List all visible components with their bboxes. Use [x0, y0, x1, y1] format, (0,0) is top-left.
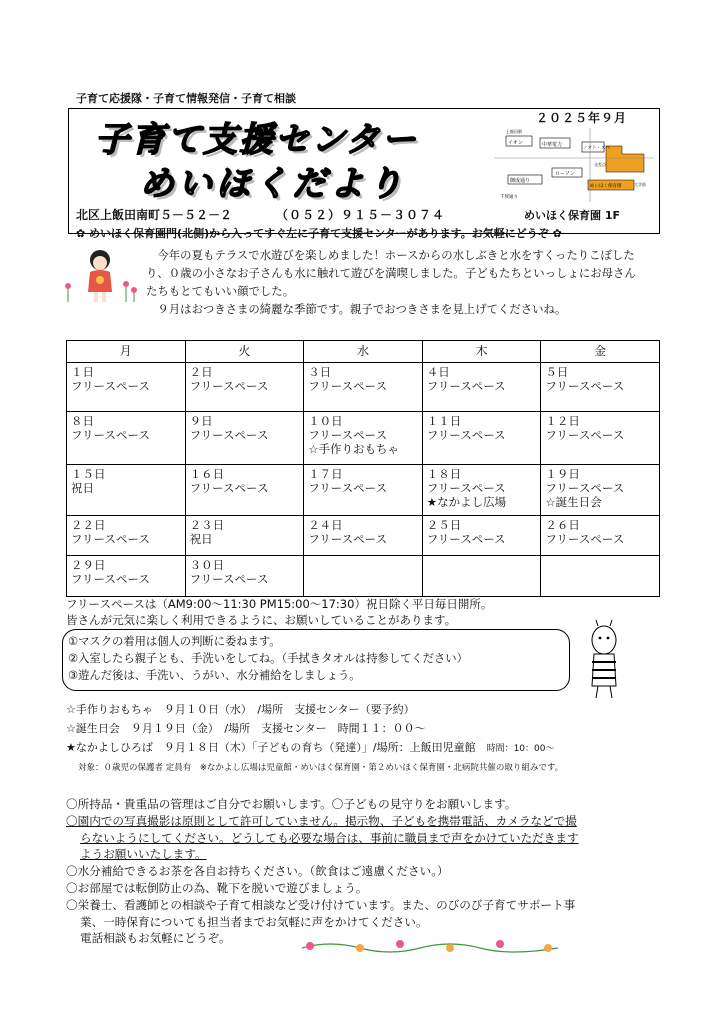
cell-activity: フリースペース: [545, 428, 625, 442]
cell-activity: フリースペース: [426, 532, 506, 546]
calendar-cell: [541, 363, 660, 412]
cell-date: １７日: [308, 467, 343, 481]
map-label: 中華電力: [542, 142, 563, 148]
cell-date: ２日: [189, 365, 213, 379]
event-item: ☆手作りおもちゃ ９月１０日（水） /場所 支援センター（要予約）: [66, 703, 415, 716]
cell-activity: フリースペース: [308, 428, 388, 442]
cell-date: ９日: [189, 414, 213, 428]
day-header: 月: [67, 341, 186, 363]
calendar-cell: [185, 363, 304, 412]
cell-date: １９日: [545, 467, 580, 481]
notice-item: らないようにしてください。どうしても必要な場合は、事前に職員まで声をかけていただきます: [80, 830, 579, 845]
girl-with-flowers-illustration: [60, 248, 140, 306]
map-label: 交差点: [594, 162, 606, 167]
cell-date: ２３日: [189, 518, 225, 532]
cell-activity: フリースペース: [189, 428, 269, 442]
cell-activity: フリースペース: [71, 572, 150, 586]
intro-text: [146, 246, 646, 318]
cell-date: ３日: [308, 365, 332, 379]
cell-activity: 祝日: [71, 481, 94, 495]
phone-number: （０５２）９１５－３０７４: [276, 208, 446, 222]
calendar-cell: [541, 516, 660, 556]
notice-item: 業、一時保育についても担当者までお気軽に声をかけてください。: [80, 914, 428, 929]
cell-date: ５日: [545, 365, 569, 379]
cell-date: ２５日: [426, 518, 462, 532]
calendar-cell: [422, 516, 541, 556]
cell-event: ☆手作りおもちゃ: [308, 442, 399, 456]
flower-garland-decoration: [300, 936, 560, 956]
day-header: 金: [541, 341, 660, 363]
notice-item: ようお願いいたします。: [80, 847, 207, 862]
map-label: ローソン: [555, 171, 575, 177]
cell-date: ２９日: [71, 558, 106, 572]
cell-activity: フリースペース: [71, 532, 150, 546]
cell-activity: フリースペース: [71, 428, 150, 442]
cell-activity: フリースペース: [71, 379, 150, 393]
cell-date: ４日: [426, 365, 450, 379]
calendar-cell-empty: [304, 556, 423, 597]
location: めいほく保育園 1F: [524, 209, 620, 222]
map-label: めいほく保育園: [590, 184, 622, 189]
cell-activity: フリースペース: [189, 572, 269, 586]
calendar-cell-empty: [541, 556, 660, 597]
cell-date: １５日: [71, 467, 106, 481]
calendar-cell: [185, 516, 304, 556]
cell-activity: フリースペース: [426, 428, 506, 442]
map-label: ノオト・ズベ: [583, 146, 610, 151]
calendar-cell: [185, 412, 304, 465]
notice-item: 〇栄養士、看護師との相談や子育て相談など受け付けています。また、のびのび子育てサポート事: [66, 897, 576, 912]
calendar-cell: [541, 465, 660, 516]
notices: [66, 796, 666, 947]
cell-date: ２４日: [308, 518, 343, 532]
map-illustration: [494, 128, 654, 202]
cell-date: ２６日: [545, 518, 580, 532]
calendar-cell: [304, 516, 423, 556]
notice-item: 電話相談もお気軽にどうぞ。: [80, 931, 231, 946]
tagline: 子育て応援隊・子育て情報発信・子育て相談: [76, 92, 296, 105]
hours-line: 皆さんが元気に楽しく利用できるように、お願いしていることがあります。: [66, 613, 457, 627]
address: 北区上飯田南町５－５２－２: [76, 208, 233, 222]
calendar-cell: [422, 465, 541, 516]
map-label: 千賀通り: [500, 195, 518, 200]
cell-date: １６日: [189, 467, 225, 481]
notice-item: 〇お部屋では転倒防止の為、靴下を脱いで遊びましょう。: [66, 880, 368, 895]
map-label: 上飯田駅: [506, 129, 522, 134]
calendar-cell: [541, 412, 660, 465]
events-list: [66, 700, 554, 759]
cell-activity: フリースペース: [308, 379, 388, 393]
calendar-cell: [67, 465, 186, 516]
intro-paragraph: ９月はおつきさまの綺麗な季節です。親子でおつきさまを見上げてくださいね。: [157, 302, 567, 316]
cell-activity: フリースペース: [189, 481, 269, 495]
notice-item: 〇園内での写真撮影は原則として許可していません。掲示物、子どもを携帯電話、カメラなどで撮: [66, 813, 577, 828]
calendar-cell: [67, 363, 186, 412]
cell-date: ８日: [71, 414, 94, 428]
calendar-cell: [67, 556, 186, 597]
cell-date: １０日: [308, 414, 343, 428]
calendar-table: [66, 340, 660, 597]
event-time: 時間：10：00～: [486, 744, 555, 754]
cell-activity: フリースペース: [308, 532, 388, 546]
rule-item: ②入室したら親子とも、手洗いをしてね。（手拭きタオルは持参してください）: [68, 652, 468, 665]
calendar-cell: [67, 516, 186, 556]
issue-date: ２０２５年９月: [536, 111, 628, 125]
notice-item: 〇所持品・貴重品の管理はご自分でお願いします。〇子どもの見守りをお願いします。: [66, 797, 517, 811]
rule-item: ③遊んだ後は、手洗い、うがい、水分補給をしましょう。: [68, 669, 361, 682]
directions: ✿ めいほく保育園門(北側)から入ってすぐ左に子育て支援センターがあります。お気軽にどうぞ ✿: [76, 227, 562, 240]
title-line1: 子育て支援センター: [95, 120, 418, 160]
calendar-cell: [67, 412, 186, 465]
intro-paragraph: 今年の夏もテラスで水遊びを楽しめました！ホースからの水しぶきと水をすくったりこぼしたり、０歳の小さなお子さんも水に触れて遊びを満喫しました。子どもたちといっしょにお母さんたちもとてもいい顔でした。: [146, 248, 636, 298]
cell-activity: フリースペース: [426, 481, 506, 495]
map-label: 大学前: [634, 182, 646, 187]
cell-activity: フリースペース: [545, 481, 625, 495]
day-header: 水: [304, 341, 423, 363]
hours-line: フリースペースは（AM9:00～11:30 PM15:00～17:30）祝日除く平日毎日開所。: [66, 597, 493, 611]
cell-date: ２２日: [71, 518, 106, 532]
calendar-cell-empty: [422, 556, 541, 597]
map-label: イオン: [508, 140, 523, 146]
calendar-cell: [185, 556, 304, 597]
event-item: ☆誕生日会 ９月１９日（金） /場所 支援センター 時間１１：００～: [66, 722, 426, 735]
cell-event: ★なかよし広場: [426, 495, 507, 509]
event-text: ★なかよしひろば ９月１８日（木）「子どもの育ち（発達）」/場所：上飯田児童館: [66, 741, 476, 754]
title-line2: めいほくだより: [140, 164, 406, 204]
day-header: 火: [185, 341, 304, 363]
calendar-cell: [304, 363, 423, 412]
cell-activity: フリースペース: [545, 379, 625, 393]
giraffe-illustration: [570, 620, 640, 700]
cell-activity: フリースペース: [426, 379, 506, 393]
rule-item: ①マスクの着用は個人の判断に委ねます。: [68, 635, 281, 648]
cell-date: １８日: [426, 467, 462, 481]
calendar-cell: [185, 465, 304, 516]
cell-date: １１日: [426, 414, 462, 428]
rules-list: [68, 633, 468, 684]
calendar-cell: [422, 412, 541, 465]
cell-activity: フリースペース: [308, 481, 388, 495]
event-note: 対象：０歳児の保護者 定員有 ※なかよし広場は児童館・めいほく保育園・第２めいほく保育園・北病院共催の取り組みです。: [78, 763, 564, 773]
cell-activity: フリースペース: [189, 379, 269, 393]
cell-event: ☆誕生日会: [545, 495, 602, 509]
day-header: 木: [422, 341, 541, 363]
event-item: [66, 738, 554, 759]
cell-activity: フリースペース: [545, 532, 625, 546]
calendar-cell: [304, 465, 423, 516]
calendar-cell: [422, 363, 541, 412]
calendar-cell: [304, 412, 423, 465]
map-label: 御成通り: [510, 178, 531, 184]
cell-date: １２日: [545, 414, 580, 428]
cell-date: １日: [71, 365, 94, 379]
cell-activity: 祝日: [189, 532, 213, 546]
notice-item: 〇水分補給できるお茶を各自お持ちください。（飲食はご遠慮ください。）: [66, 864, 449, 879]
cell-date: ３０日: [189, 558, 225, 572]
